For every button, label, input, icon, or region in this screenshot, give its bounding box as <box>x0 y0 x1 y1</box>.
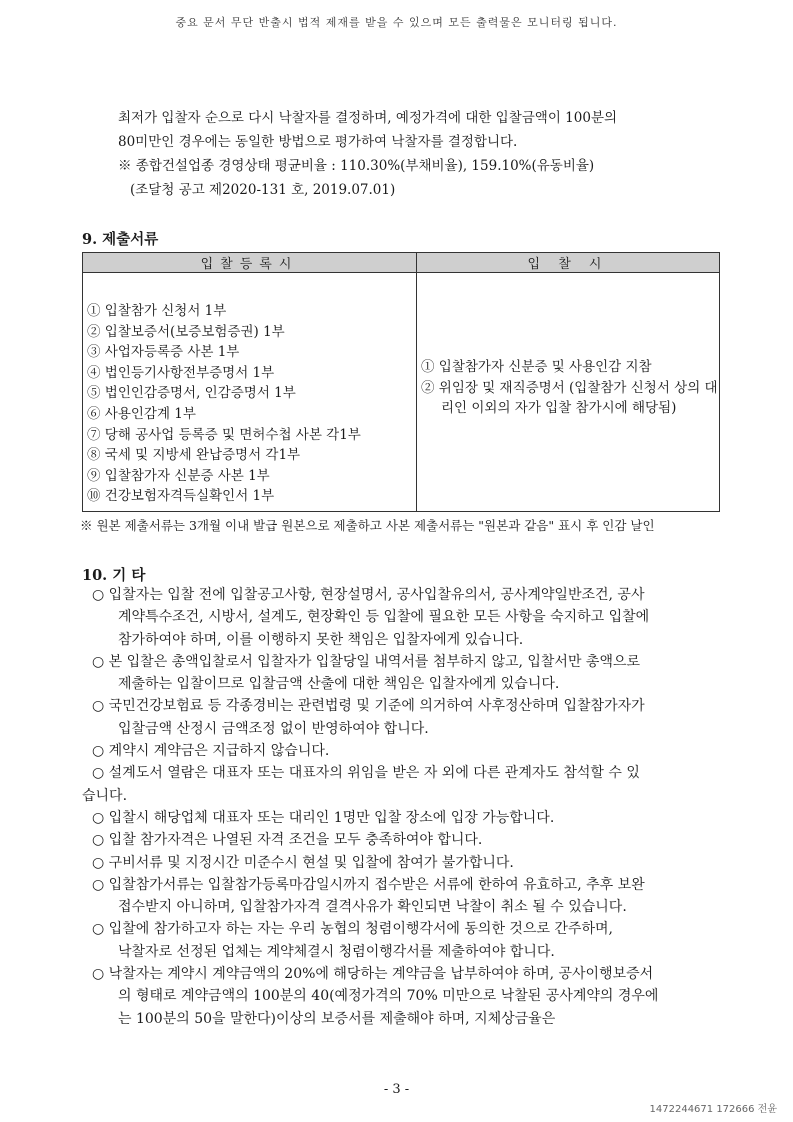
registration-doc-item: ④ 법인등기사항전부증명서 1부 <box>87 364 275 381</box>
registration-doc-item: ⑤ 법인인감증명서, 인감증명서 1부 <box>87 385 296 402</box>
intro-line-2: 80미만인 경우에는 동일한 방법으로 평가하여 낙찰자를 결정합니다. <box>118 134 518 150</box>
notice-item: ○ 입찰자는 입찰 전에 입찰공고사항, 현장설명서, 공사입찰유의서, 공사계약일반조건, 공사 <box>92 587 645 603</box>
notice-item: ○ 본 입찰은 총액입찰로서 입찰자가 입찰당일 내역서를 첨부하지 않고, 입찰서만 총액으로 <box>92 654 641 670</box>
registration-doc-item: ① 입찰참가 신청서 1부 <box>87 303 227 319</box>
registration-doc-item: ⑦ 당해 공사업 등록증 및 면허수첩 사본 각1부 <box>87 426 361 443</box>
table-footnote: ※ 원본 제출서류는 3개월 이내 발급 원본으로 제출하고 사본 제출서류는 "원본과 같음" 표시 후 인감 날인 <box>80 518 655 533</box>
notice-item: ○ 입찰에 참가하고자 하는 자는 우리 농협의 청렴이행각서에 동의한 것으로 간주하며, <box>92 921 613 937</box>
intro-line-1: 최저가 입찰자 순으로 다시 낙찰자를 결정하며, 예정가격에 대한 입찰금액이 100분의 <box>118 110 618 126</box>
column-header-registration: 입찰등록시 <box>83 253 417 273</box>
intro-line-3: ※ 종합건설업종 경영상태 평균비율 : 110.30%(부채비율), 159.10%(유동비율) <box>118 158 595 174</box>
registration-doc-item: ② 입찰보증서(보증보험증권) 1부 <box>87 323 285 340</box>
notice-item-continuation: 계약특수조건, 시방서, 설계도, 현장확인 등 입찰에 필요한 모든 사항을 숙지하고 입찰에 <box>118 609 650 625</box>
notice-item: ○ 입찰 참가자격은 나열된 자격 조건을 모두 충족하여야 합니다. <box>92 832 483 848</box>
confidentiality-notice: 중요 문서 무단 반출시 법적 제재를 받을 수 있으며 모든 출력물은 모니터링 됩니다. <box>175 16 618 29</box>
notice-item-continuation: 제출하는 입찰이므로 입찰금액 산출에 대한 책임은 입찰자에게 있습니다. <box>118 676 560 692</box>
registration-doc-item: ⑧ 국세 및 지방세 완납증명서 각1부 <box>87 447 301 464</box>
notice-item-continuation: 낙찰자로 선정된 업체는 계약체결시 청렴이행각서를 제출하여야 합니다. <box>118 944 555 960</box>
registration-docs-cell <box>83 273 417 512</box>
section-9-title: 9. 제출서류 <box>82 231 159 248</box>
column-header-bidding: 입 찰 시 <box>417 253 720 273</box>
notice-item: ○ 구비서류 및 지정시간 미준수시 현설 및 입찰에 참여가 불가합니다. <box>92 855 514 871</box>
notice-item: ○ 입찰참가서류는 입찰참가등록마감일시까지 접수받은 서류에 한하여 유효하고, 추후 보완 <box>92 877 645 893</box>
document-id: 1472244671 172666 전윤 <box>649 1104 777 1115</box>
registration-doc-item: ③ 사업자등록증 사본 1부 <box>87 344 240 361</box>
registration-doc-item: ⑩ 건강보험자격득실확인서 1부 <box>87 488 275 505</box>
page-number: - 3 - <box>383 1082 410 1097</box>
registration-doc-item: ⑨ 입찰참가자 신분증 사본 1부 <box>87 467 270 484</box>
notice-item-continuation: 접수받지 아니하며, 입찰참가자격 결격사유가 확인되면 낙찰이 취소 될 수 있습니다. <box>118 899 627 915</box>
notice-item: ○ 설계도서 열람은 대표자 또는 대표자의 위임을 받은 자 외에 다른 관계자도 참석할 수 있 <box>92 765 640 781</box>
notice-item-continuation: 습니다. <box>82 788 128 804</box>
submission-documents-table <box>82 252 720 512</box>
section-10-title: 10. 기 타 <box>82 567 146 584</box>
registration-doc-item: ⑥ 사용인감계 1부 <box>87 405 196 422</box>
notice-item-continuation: 입찰금액 산정시 금액조정 없이 반영하여야 합니다. <box>118 721 429 737</box>
notice-item-continuation: 참가하여야 하며, 이를 이행하지 못한 책임은 입찰자에게 있습니다. <box>118 632 524 648</box>
intro-line-4: (조달청 공고 제2020-131 호, 2019.07.01) <box>130 182 396 198</box>
notice-item-continuation: 는 100분의 50을 말한다)이상의 보증서를 제출해야 하며, 지체상금율은 <box>118 1011 556 1027</box>
notice-item: ○ 입찰시 해당업체 대표자 또는 대리인 1명만 입찰 장소에 입장 가능합니다. <box>92 810 555 826</box>
bidding-doc-item: ② 위임장 및 재직증명서 (입찰참가 신청서 상의 대리인 이외의 자가 입찰 참가시에 해당됨) <box>421 379 718 417</box>
bidding-docs-cell <box>417 273 720 512</box>
notice-item: ○ 계약시 계약금은 지급하지 않습니다. <box>92 743 330 759</box>
notice-item: ○ 국민건강보험료 등 각종경비는 관련법령 및 기준에 의거하여 사후정산하며 입찰참가자가 <box>92 698 645 714</box>
notice-item: ○ 낙찰자는 계약시 계약금액의 20%에 해당하는 계약금을 납부하여야 하며, 공사이행보증서 <box>92 966 654 982</box>
bidding-doc-item: ① 입찰참가자 신분증 및 사용인감 지참 <box>421 359 652 375</box>
notice-item-continuation: 의 형태로 계약금액의 100분의 40(예정가격의 70% 미만으로 낙찰된 공사계약의 경우에 <box>118 988 659 1004</box>
